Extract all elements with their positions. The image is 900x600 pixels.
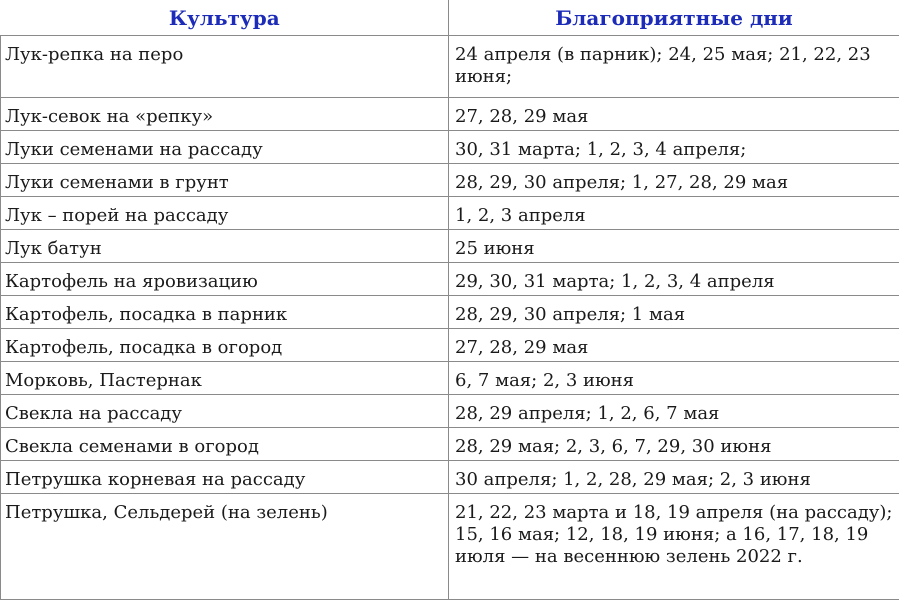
days-cell: 30 апреля; 1, 2, 28, 29 мая; 2, 3 июня bbox=[449, 461, 900, 494]
table-row bbox=[1, 362, 900, 395]
crop-cell: Свекла на рассаду bbox=[1, 395, 449, 428]
table-row bbox=[1, 98, 900, 131]
days-cell: 28, 29 апреля; 1, 2, 6, 7 мая bbox=[449, 395, 900, 428]
table-row bbox=[1, 131, 900, 164]
days-cell: 27, 28, 29 мая bbox=[449, 98, 900, 131]
days-cell: 28, 29, 30 апреля; 1 мая bbox=[449, 296, 900, 329]
days-cell: 29, 30, 31 марта; 1, 2, 3, 4 апреля bbox=[449, 263, 900, 296]
table-row bbox=[1, 329, 900, 362]
table-row bbox=[1, 461, 900, 494]
crop-cell: Лук-репка на перо bbox=[1, 36, 449, 98]
crop-cell: Луки семенами на рассаду bbox=[1, 131, 449, 164]
header-crop: Культура bbox=[1, 0, 449, 36]
table-row bbox=[1, 230, 900, 263]
days-cell: 6, 7 мая; 2, 3 июня bbox=[449, 362, 900, 395]
header-favorable-days: Благоприятные дни bbox=[449, 0, 900, 36]
table-row bbox=[1, 395, 900, 428]
days-cell: 1, 2, 3 апреля bbox=[449, 197, 900, 230]
crop-cell: Картофель на яровизацию bbox=[1, 263, 449, 296]
days-cell: 28, 29 мая; 2, 3, 6, 7, 29, 30 июня bbox=[449, 428, 900, 461]
table-row bbox=[1, 36, 900, 98]
crop-cell: Картофель, посадка в огород bbox=[1, 329, 449, 362]
table-row bbox=[1, 263, 900, 296]
days-cell: 24 апреля (в парник); 24, 25 мая; 21, 22, 23 июня; bbox=[449, 36, 900, 98]
table-row bbox=[1, 494, 900, 600]
table-row bbox=[1, 428, 900, 461]
crop-cell: Морковь, Пастернак bbox=[1, 362, 449, 395]
table-row bbox=[1, 197, 900, 230]
crop-cell: Петрушка корневая на рассаду bbox=[1, 461, 449, 494]
days-cell: 30, 31 марта; 1, 2, 3, 4 апреля; bbox=[449, 131, 900, 164]
crop-cell: Свекла семенами в огород bbox=[1, 428, 449, 461]
crop-cell: Лук – порей на рассаду bbox=[1, 197, 449, 230]
table-row bbox=[1, 164, 900, 197]
days-cell: 21, 22, 23 марта и 18, 19 апреля (на рассаду); 15, 16 мая; 12, 18, 19 июня; а 16, 17, 18, 19 июля — на весеннюю зелень 2022 г. bbox=[449, 494, 900, 600]
crop-cell: Картофель, посадка в парник bbox=[1, 296, 449, 329]
days-cell: 28, 29, 30 апреля; 1, 27, 28, 29 мая bbox=[449, 164, 900, 197]
table-row bbox=[1, 296, 900, 329]
crop-cell: Луки семенами в грунт bbox=[1, 164, 449, 197]
crop-cell: Лук батун bbox=[1, 230, 449, 263]
table-header-row bbox=[1, 0, 900, 36]
days-cell: 25 июня bbox=[449, 230, 900, 263]
crop-cell: Петрушка, Сельдерей (на зелень) bbox=[1, 494, 449, 600]
days-cell: 27, 28, 29 мая bbox=[449, 329, 900, 362]
crop-cell: Лук-севок на «репку» bbox=[1, 98, 449, 131]
